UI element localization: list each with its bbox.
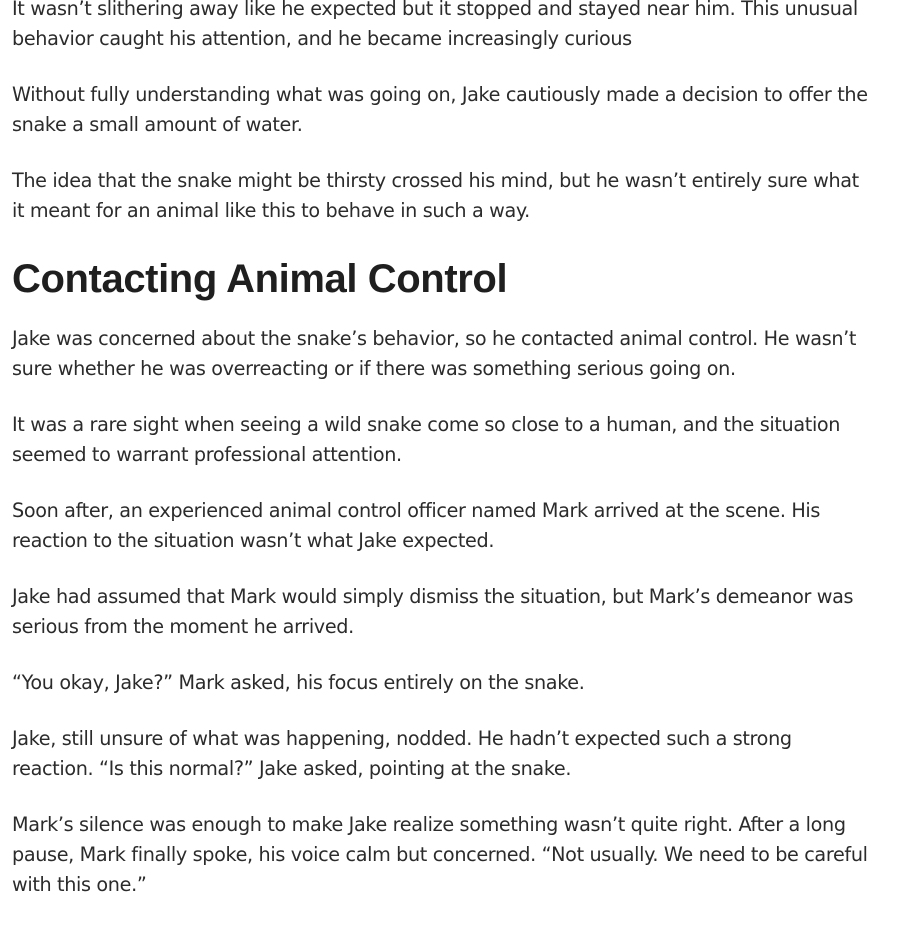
article-paragraph: “You okay, Jake?” Mark asked, his focus entirely on the snake.	[12, 671, 585, 694]
article-paragraph: Mark’s silence was enough to make Jake realize something wasn’t quite right. After a long pause, Mark finally spoke, his voice calm but concerned. “Not usually. We need to be careful with this one.”	[12, 813, 868, 896]
article-paragraph: Without fully understanding what was going on, Jake cautiously made a decision to offer the snake a small amount of water.	[12, 83, 868, 136]
article-paragraph: Jake was concerned about the snake’s behavior, so he contacted animal control. He wasn’t sure whether he was overreacting or if there was something serious going on.	[12, 327, 857, 380]
article-body	[12, 0, 874, 926]
section-heading: Contacting Animal Control	[12, 257, 508, 301]
article-paragraph: Soon after, an experienced animal control officer named Mark arrived at the scene. His reaction to the situation wasn’t what Jake expected.	[12, 499, 821, 552]
article-paragraph: The idea that the snake might be thirsty crossed his mind, but he wasn’t entirely sure what it meant for an animal like this to behave in such a way.	[12, 169, 859, 222]
article-paragraph: Jake, still unsure of what was happening, nodded. He hadn’t expected such a strong reaction. “Is this normal?” Jake asked, pointing at the snake.	[12, 727, 792, 780]
article-paragraph: It was a rare sight when seeing a wild snake come so close to a human, and the situation seemed to warrant professional attention.	[12, 413, 841, 466]
article-paragraph: Jake had assumed that Mark would simply dismiss the situation, but Mark’s demeanor was serious from the moment he arrived.	[12, 585, 854, 638]
article-paragraph: It wasn’t slithering away like he expected but it stopped and stayed near him. This unusual behavior caught his attention, and he became increasingly curious	[12, 0, 858, 50]
